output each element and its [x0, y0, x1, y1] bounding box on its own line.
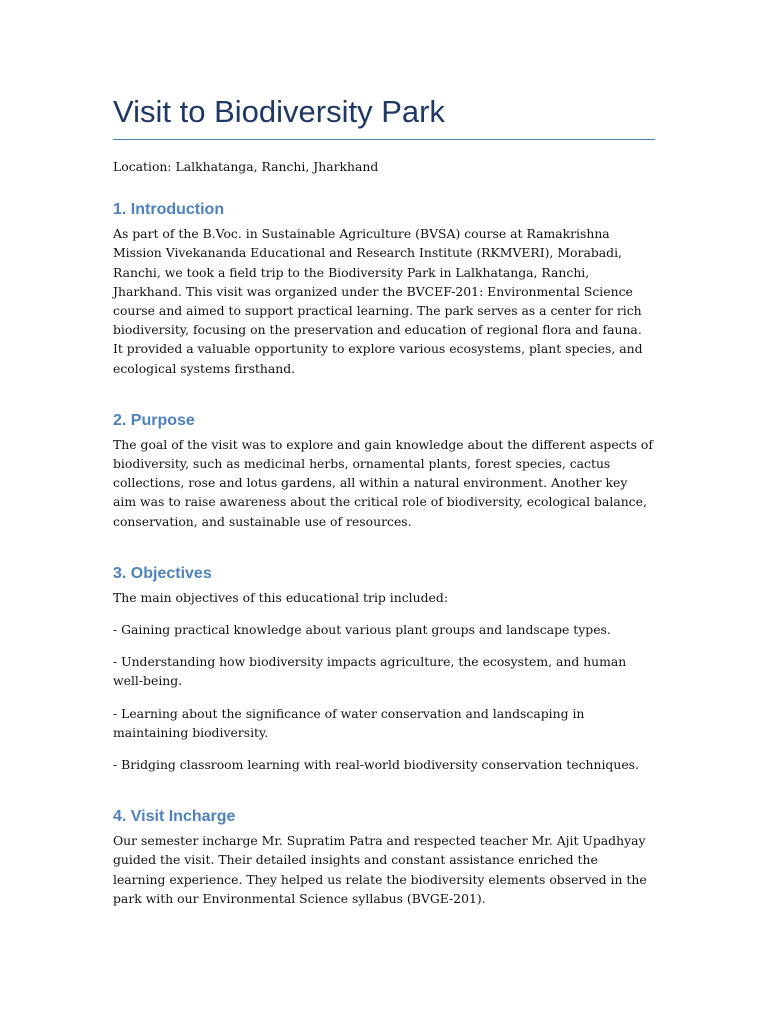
section-heading: 2. Purpose	[113, 411, 195, 429]
section-paragraph: Our semester incharge Mr. Supratim Patra and respected teacher Mr. Ajit Upadhyay guided the visit. Their detailed insights and constant assistance enriched the learning experience. They helped us relate the biodiversity elements observed in the park with our Environmental Science syllabus (BVGE-201).	[113, 833, 647, 906]
section-heading: 1. Introduction	[113, 201, 225, 219]
objectives-intro: The main objectives of this educational trip included:	[113, 589, 448, 605]
section-paragraph: As part of the B.Voc. in Sustainable Agriculture (BVSA) course at Ramakrishna Mission Vivekananda Educational and Research Institute (RKMVERI), Morabadi, Ranchi, we took a field trip to the Biodiversity Park in Lalkhatanga, Ranchi, Jharkhand. This visit was organized under the BVCEF-201: Environmental Science course and aimed to support practical learning. The park serves as a center for rich biodiversity, focusing on the preservation and education of regional flora and fauna. It provided a valuable opportunity to explore various ecosystems, plant species, and ecological systems firsthand.	[113, 226, 643, 376]
section-introduction	[113, 199, 653, 378]
section-purpose	[113, 410, 653, 531]
section-heading: 3. Objectives	[113, 564, 212, 582]
objective-item: - Gaining practical knowledge about various plant groups and landscape types.	[113, 622, 611, 638]
document-body	[113, 157, 653, 940]
section-objectives	[113, 563, 653, 774]
section-visit-incharge	[113, 806, 653, 908]
objective-item: - Understanding how biodiversity impacts agriculture, the ecosystem, and human well-being.	[113, 654, 627, 689]
page-title: Visit to Biodiversity Park	[113, 94, 445, 129]
section-paragraph: The goal of the visit was to explore and gain knowledge about the different aspects of biodiversity, such as medicinal herbs, ornamental plants, forest species, cactus collections, rose and lotus gardens, all within a natural environment. Another key aim was to raise awareness about the critical role of biodiversity, ecological balance, conservation, and sustainable use of resources.	[113, 436, 653, 529]
objective-item: - Learning about the significance of water conservation and landscaping in maintaining biodiversity.	[113, 705, 585, 740]
section-heading: 4. Visit Incharge	[113, 808, 236, 826]
objective-item: - Bridging classroom learning with real-world biodiversity conservation techniques.	[113, 757, 639, 773]
location-text: Location: Lalkhatanga, Ranchi, Jharkhand	[113, 159, 379, 174]
title-underline-divider	[113, 139, 655, 140]
